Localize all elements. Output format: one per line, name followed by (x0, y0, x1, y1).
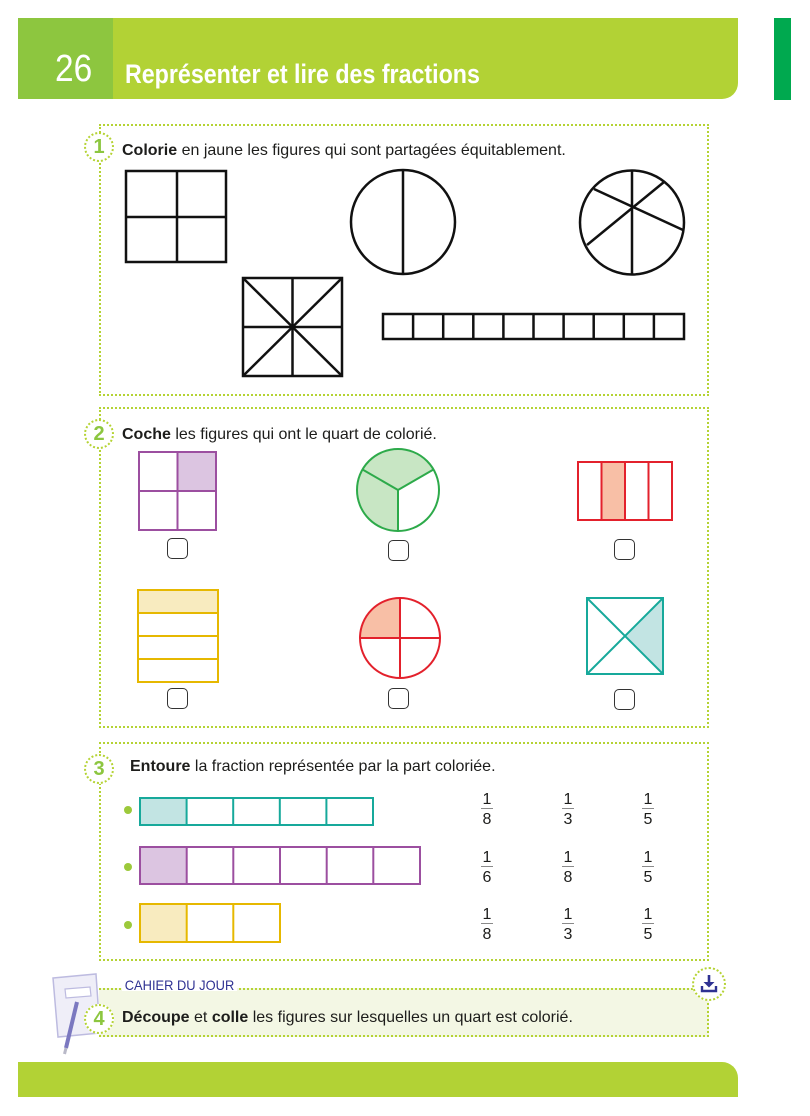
fraction-option-row1-c[interactable] (636, 792, 660, 827)
fraction-bar (562, 866, 574, 867)
denominator: 8 (563, 869, 573, 886)
fraction-option-row1-b[interactable] (556, 792, 580, 827)
denominator: 5 (643, 811, 653, 828)
exercise-4-instruction (122, 1008, 573, 1028)
fraction-option-row3-b[interactable] (556, 907, 580, 942)
exercise-1-instruction (122, 141, 566, 161)
denominator: 6 (482, 869, 492, 886)
instruction-verb: Coche (122, 426, 171, 443)
bullet-row-2 (124, 863, 132, 871)
fraction-bar (481, 866, 493, 867)
checkbox-teal-square[interactable] (614, 689, 635, 710)
bullet-row-3 (124, 921, 132, 929)
denominator: 5 (643, 926, 653, 943)
fraction-bar (562, 923, 574, 924)
figure-purple-square-quarter (137, 450, 218, 532)
fraction-option-row2-a[interactable] (475, 850, 499, 885)
figure-red-rectangle-columns (576, 460, 674, 522)
numerator: 1 (482, 906, 492, 923)
numerator: 1 (482, 791, 492, 808)
fraction-bar (642, 866, 654, 867)
fraction-option-row2-b[interactable] (556, 850, 580, 885)
numerator: 1 (643, 906, 653, 923)
denominator: 8 (482, 926, 492, 943)
figure-circle-6-unequal-parts[interactable] (577, 167, 687, 279)
fraction-option-row1-a[interactable] (475, 792, 499, 827)
exercise-2-number: 2 (84, 419, 114, 449)
fraction-option-row3-a[interactable] (475, 907, 499, 942)
fraction-bar (642, 808, 654, 809)
figure-strip-10-cells[interactable] (381, 312, 686, 341)
instruction-text: la fraction représentée par la part coloriée. (190, 758, 496, 775)
page-footer-bar (18, 1062, 738, 1097)
instruction-text: en jaune les figures qui sont partagées équitablement. (177, 142, 566, 159)
denominator: 5 (643, 869, 653, 886)
lesson-number: 26 (55, 48, 93, 90)
download-button[interactable] (692, 967, 726, 1001)
denominator: 3 (563, 811, 573, 828)
instruction-text: les figures sur lesquelles un quart est colorié. (248, 1009, 573, 1026)
download-icon (699, 974, 719, 994)
numerator: 1 (482, 849, 492, 866)
checkbox-purple-square[interactable] (167, 538, 188, 559)
strip-teal-5-cells (138, 796, 375, 827)
fraction-bar (642, 923, 654, 924)
figure-yellow-rectangle-rows (136, 588, 220, 684)
exercise-3-instruction (130, 757, 496, 777)
fraction-bar (481, 923, 493, 924)
figure-red-circle-quarters (358, 596, 442, 680)
page-title: Représenter et lire des fractions (125, 59, 480, 89)
numerator: 1 (563, 849, 573, 866)
side-tab-marker (774, 18, 791, 100)
figure-green-circle-thirds (355, 447, 441, 533)
figure-rectangle-4-parts[interactable] (124, 169, 228, 264)
instruction-verb: Entoure (130, 758, 191, 775)
checkbox-yellow-rectangle[interactable] (167, 688, 188, 709)
checkbox-green-circle[interactable] (388, 540, 409, 561)
strip-yellow-3-cells (138, 902, 282, 944)
instruction-verb-2: colle (211, 1009, 249, 1026)
exercise-3-number: 3 (84, 754, 114, 784)
numerator: 1 (643, 849, 653, 866)
figure-teal-square-diagonals (585, 596, 665, 676)
exercise-2-instruction (122, 425, 437, 445)
instruction-connector: et (189, 1009, 212, 1026)
page-header (18, 18, 738, 99)
strip-purple-6-cells (138, 845, 422, 886)
fraction-bar (481, 808, 493, 809)
instruction-verb-1: Découpe (122, 1009, 190, 1026)
fraction-bar (562, 808, 574, 809)
denominator: 3 (563, 926, 573, 943)
figure-circle-2-halves[interactable] (348, 167, 458, 277)
bullet-row-1 (124, 806, 132, 814)
denominator: 8 (482, 811, 492, 828)
checkbox-red-rectangle[interactable] (614, 539, 635, 560)
numerator: 1 (563, 791, 573, 808)
exercise-1-number: 1 (84, 132, 114, 162)
exercise-4-number: 4 (84, 1004, 114, 1034)
cahier-du-jour-label: CAHIER DU JOUR (122, 977, 237, 991)
numerator: 1 (643, 791, 653, 808)
lesson-number-box (18, 18, 113, 99)
instruction-text: les figures qui ont le quart de colorié. (170, 426, 437, 443)
instruction-verb: Colorie (122, 142, 178, 159)
fraction-option-row3-c[interactable] (636, 907, 660, 942)
figure-square-8-triangles[interactable] (241, 276, 344, 378)
fraction-option-row2-c[interactable] (636, 850, 660, 885)
numerator: 1 (563, 906, 573, 923)
checkbox-red-circle[interactable] (388, 688, 409, 709)
